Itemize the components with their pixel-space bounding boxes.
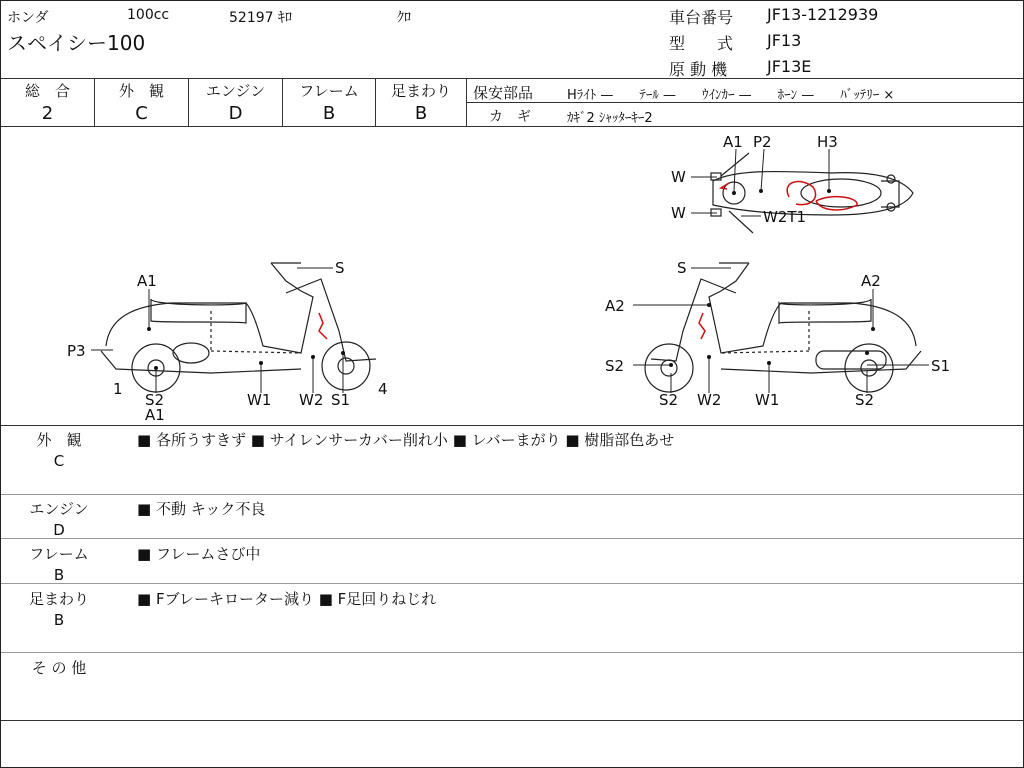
label-s2-right-rear: S2 bbox=[855, 391, 875, 409]
label-s2-right: S2 bbox=[659, 391, 679, 409]
label-a2-right: A2 bbox=[861, 272, 881, 290]
key-label: カ ギ bbox=[489, 109, 531, 125]
key-value: ｶｷﾞ2 ｼｬｯﾀｰｷｰ2 bbox=[567, 111, 653, 126]
chassis-value: JF13-1212939 bbox=[767, 5, 879, 24]
label-w2-right: W2 bbox=[697, 391, 722, 409]
grade-engine bbox=[189, 80, 282, 126]
grade-label: フレーム bbox=[299, 82, 359, 100]
label-p3-left: P3 bbox=[67, 342, 86, 360]
grade-frame bbox=[283, 80, 375, 126]
damage-diagram bbox=[1, 127, 1023, 425]
label-4-left: 4 bbox=[378, 380, 388, 398]
label-s2-right-front: S2 bbox=[605, 357, 625, 375]
remarks-text-frame: ■ フレームさび中 bbox=[137, 545, 261, 563]
remarks-grade: B bbox=[53, 611, 65, 629]
grade-label: エンジン bbox=[205, 82, 266, 100]
engine-label: 原 動 機 bbox=[669, 60, 728, 79]
grade-label: 総 合 bbox=[24, 82, 70, 100]
grade-value: B bbox=[322, 103, 336, 124]
remarks-label-text: エンジン bbox=[29, 500, 89, 518]
grade-value: C bbox=[135, 103, 148, 124]
label-h3-top: H3 bbox=[817, 133, 838, 151]
label-s-left: S bbox=[335, 259, 345, 277]
remarks-label-suspension bbox=[19, 588, 99, 629]
engine-value: JF13E bbox=[767, 57, 812, 76]
chassis-label: 車台番号 bbox=[669, 8, 734, 27]
damage-marks bbox=[319, 182, 857, 339]
remarks-label-text: そ の 他 bbox=[31, 659, 87, 677]
remarks-label-text: 足まわり bbox=[28, 590, 89, 608]
label-s2-left: S2 bbox=[145, 391, 165, 409]
maker: ホンダ bbox=[7, 10, 49, 26]
grade-label: 外 観 bbox=[118, 82, 164, 100]
grade-label: 足まわり bbox=[390, 82, 451, 100]
safety-label: 保安部品 bbox=[473, 84, 534, 102]
remarks-text-suspension: ■ Fブレーキローター減り ■ F足回りねじれ bbox=[137, 590, 437, 608]
top-view-scooter bbox=[711, 153, 913, 233]
label-a1-top: A1 bbox=[723, 133, 743, 151]
color: ｸﾛ bbox=[397, 10, 411, 26]
label-a2-right-front: A2 bbox=[605, 297, 625, 315]
label-s1-right: S1 bbox=[931, 357, 951, 375]
label-s-right: S bbox=[677, 259, 687, 277]
mileage: 52197 ｷﾛ bbox=[229, 10, 292, 26]
type-value: JF13 bbox=[767, 31, 802, 50]
remarks-text-engine: ■ 不動 キック不良 bbox=[137, 500, 266, 518]
label-1-left: 1 bbox=[113, 380, 123, 398]
label-w2t1-top: W2T1 bbox=[763, 208, 807, 226]
label-s1-left: S1 bbox=[331, 391, 351, 409]
grade-value: D bbox=[228, 103, 243, 124]
displacement: 100cc bbox=[127, 7, 170, 23]
model-name: スペイシー100 bbox=[7, 31, 146, 55]
label-w2-left: W2 bbox=[299, 391, 324, 409]
type-label: 型 式 bbox=[669, 34, 734, 53]
remarks-label-engine bbox=[19, 498, 99, 539]
label-w-top2: W bbox=[671, 204, 686, 222]
safety-items: Hﾗｲﾄ — ﾃｰﾙ — ｳｲﾝｶｰ — ﾎｰﾝ — ﾊﾞｯﾃﾘｰ × bbox=[567, 88, 895, 103]
remarks-grade: B bbox=[53, 566, 65, 584]
remarks-label-text: フレーム bbox=[29, 545, 89, 563]
grade-value: B bbox=[414, 103, 428, 124]
label-w1-left: W1 bbox=[247, 391, 272, 409]
remarks-label-other bbox=[19, 657, 99, 678]
label-w-top1: W bbox=[671, 168, 686, 186]
remarks-grade: D bbox=[53, 521, 65, 539]
remarks-label-exterior bbox=[19, 429, 99, 470]
grade-suspension bbox=[376, 80, 466, 126]
label-p2-top: P2 bbox=[753, 133, 772, 151]
label-a1-left: A1 bbox=[137, 272, 157, 290]
remarks-text-exterior: ■ 各所うすきず ■ サイレンサーカバー削れ小 ■ レバーまがり ■ 樹脂部色あせ bbox=[137, 431, 675, 449]
remarks-label-frame bbox=[19, 543, 99, 584]
remarks-grade: C bbox=[53, 452, 65, 470]
remarks-label-text: 外 観 bbox=[36, 431, 82, 449]
label-w1-right: W1 bbox=[755, 391, 780, 409]
grade-exterior bbox=[95, 80, 188, 126]
grade-overall bbox=[1, 80, 94, 126]
label-a1-left-bottom: A1 bbox=[145, 406, 165, 424]
grade-value: 2 bbox=[41, 103, 54, 124]
